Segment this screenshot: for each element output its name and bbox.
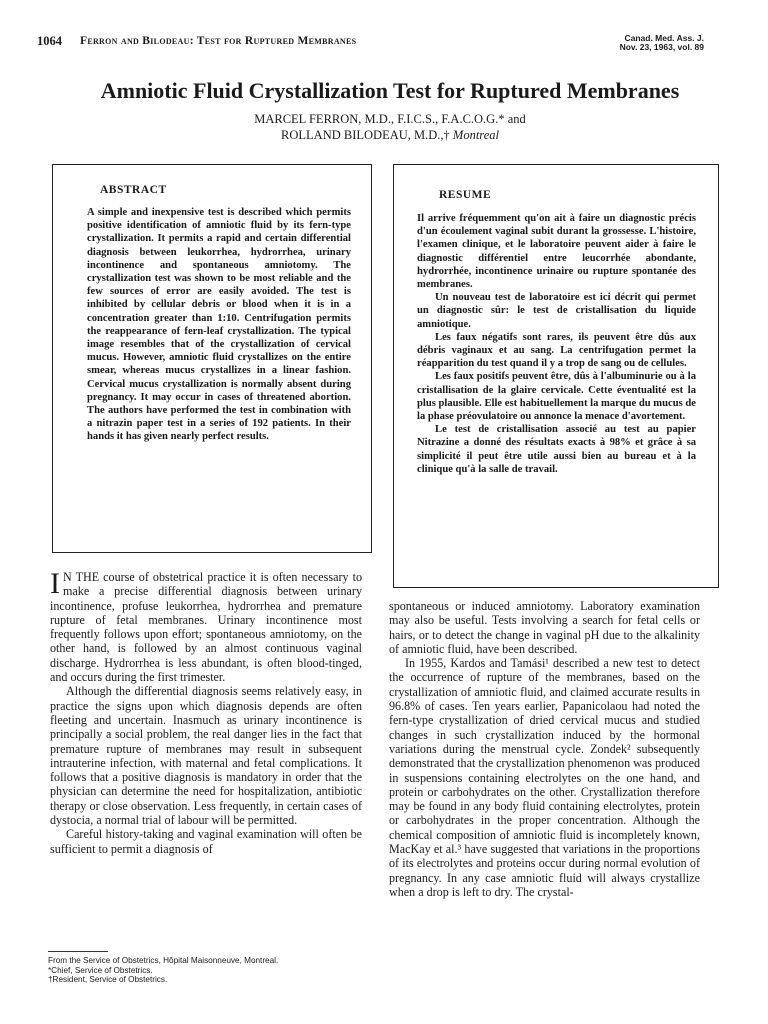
abstract-box xyxy=(52,164,372,553)
resume-heading: RESUME xyxy=(439,189,492,201)
resume-paragraph: Il arrive fréquemment qu'on ait à faire un diagnostic précis d'un écoulement vaginal subit durant la grossesse. L'histoire, l'examen clinique, et le laboratoire peuvent aider à faire le diagnostic différentiel entre leucorrhée abondante, hydrorrhée, incontinence urinaire ou rupture spontanée des membranes. xyxy=(417,213,696,291)
article-title: Amniotic Fluid Crystallization Test for Ruptured Membranes xyxy=(100,78,680,103)
body-column-right xyxy=(389,599,700,899)
author-city: Montreal xyxy=(452,128,499,142)
body-paragraph: spontaneous or induced amniotomy. Laboratory examination may also be useful. Tests involving a search for fetal cells or hairs, or to detect the change in vaginal pH due to the alkalinity of amniotic fluid, have been described. xyxy=(389,599,700,656)
body-paragraph: Careful history-taking and vaginal examination will often be sufficient to permit a diagnosis of xyxy=(50,827,362,856)
body-column-left xyxy=(50,567,362,856)
author-block xyxy=(120,111,660,143)
resume-paragraph: Les faux négatifs sont rares, ils peuvent être dûs aux débris vaginaux et au sang. La centrifugation permet la réapparition du test quand il y a trop de sang ou de cellules. xyxy=(417,331,696,370)
footnotes xyxy=(48,956,368,985)
drop-cap: I xyxy=(50,567,60,600)
abstract-heading: ABSTRACT xyxy=(100,184,167,196)
resume-paragraph: Un nouveau test de laboratoire est ici décrit qui permet un diagnostic sûr: le test de cristallisation du liquide amniotique. xyxy=(417,292,696,330)
running-title: Ferron and Bilodeau: Test for Ruptured Membranes xyxy=(80,35,357,47)
journal-issue: Nov. 23, 1963, vol. 89 xyxy=(619,41,704,52)
journal-citation xyxy=(620,34,704,51)
body-paragraph: Although the differential diagnosis seems relatively easy, in practice the signs upon which diagnosis depends are often fleeting and uncertain. Inasmuch as urinary incontinence is principally a social problem, the real danger lies in the fact that premature rupture of membranes may result in subsequent intrauterine infection, with maternal and fetal complications. It follows that a positive diagnosis is mandatory in order that the physician can determine the need for hospitalization, antibiotic therapy or close observation. Less frequently, in certain cases of dystocia, a normal trial of labour will be permitted. xyxy=(50,684,362,828)
body-paragraph xyxy=(50,567,362,685)
body-paragraph: In 1955, Kardos and Tamási¹ described a new test to detect the occurrence of rupture of the membranes, based on the crystallization of amniotic fluid, and claimed accurate results in 96.8% of cases. Ten years earlier, Papanicolaou had noted the fern-type crystallization of dried cervical mucus and studied changes in such crystallization induced by the hormonal variations during the menstrual cycle. Zondek² subsequently demonstrated that the crystallization phenomenon was produced in suspensions containing electrolytes on the one hand, and protein or carbohydrates on the other. Crystallization therefore may be found in any body fluid containing electrolytes, protein or carbohydrates in the proper concentration. Although the chemical composition of amniotic fluid is incompletely known, MacKay et al.³ have suggested that variations in the proportions of its electrolytes and proteins occur during normal evolution of pregnancy. In any case amniotic fluid will always crystallize when a drop is left to dry. The crystal- xyxy=(389,656,700,899)
resume-paragraph: Le test de cristallisation associé au test au papier Nitrazine a donné des résultats exacts à 98% et grâce à sa simplicité il peut être utile aussi bien au bureau et à la clinique qu'à la salle de travail. xyxy=(417,424,696,475)
footnote-author-1: *Chief, Service of Obstetrics. xyxy=(48,965,153,975)
footnote-author-2: †Resident, Service of Obstetrics. xyxy=(48,975,168,984)
lead-text: N THE course of obstetrical practice it is often necessary to make a precise differential diagnosis between urinary incontinence, profuse leukorrhea, hydrorrhea and premature rupture of fetal membranes. Urinary incontinence most frequently follows upon effort; spontaneous amniotomy, on the other hand, is followed by an almost continuous vaginal discharge. Hydrorrhea is less abundant, is often blood-tinged, and occurs during the first trimester. xyxy=(50,570,362,685)
journal-name: Canad. Med. Ass. J. xyxy=(624,33,704,43)
abstract-text: A simple and inexpensive test is described which permits positive identification of amniotic fluid by its fern-type crystallization. It permits a rapid and certain differential diagnosis between leukorrhea, hydrorrhea, urinary incontinence and spontaneous amniotomy. The crystallization test was shown to be most reliable and the few sources of error are easily avoided. The test is inhibited by cellular debris or blood when it is in a concentration greater than 1:10. Centrifugation permits the reappearance of fern-leaf crystallization. The typical image resembles that of the crystallization of cervical mucus. However, amniotic fluid crystallizes on the entire smear, whereas mucus crystallizes in a linear fashion. Cervical mucus crystallization is normally absent during pregnancy. It may occur in cases of threatened abortion. The authors have performed the test in combination with a nitrazin paper test in a series of 192 patients. In their hands it has given nearly perfect results. xyxy=(87,207,351,443)
resume-box xyxy=(393,164,719,588)
resume-paragraph: Les faux positifs peuvent être, dûs à l'albuminurie ou à la cristallisation de la glaire cervicale. Cette éventualité est la plus plausible. Elle est habituellement la marque du mucus de la phase préovulatoire ou annonce la menace d'avortement. xyxy=(417,371,696,423)
author-line-2 xyxy=(120,127,660,143)
footnote-affiliation: From the Service of Obstetrics, Hôpital Maisonneuve, Montreal. xyxy=(48,956,279,965)
footnote-rule xyxy=(48,951,108,952)
page-number: 1064 xyxy=(37,34,62,48)
running-header xyxy=(37,34,704,56)
author-line-1: MARCEL FERRON, M.D., F.I.C.S., F.A.C.O.G.* and xyxy=(254,112,526,126)
author-2: ROLLAND BILODEAU, M.D.,† xyxy=(281,128,453,142)
